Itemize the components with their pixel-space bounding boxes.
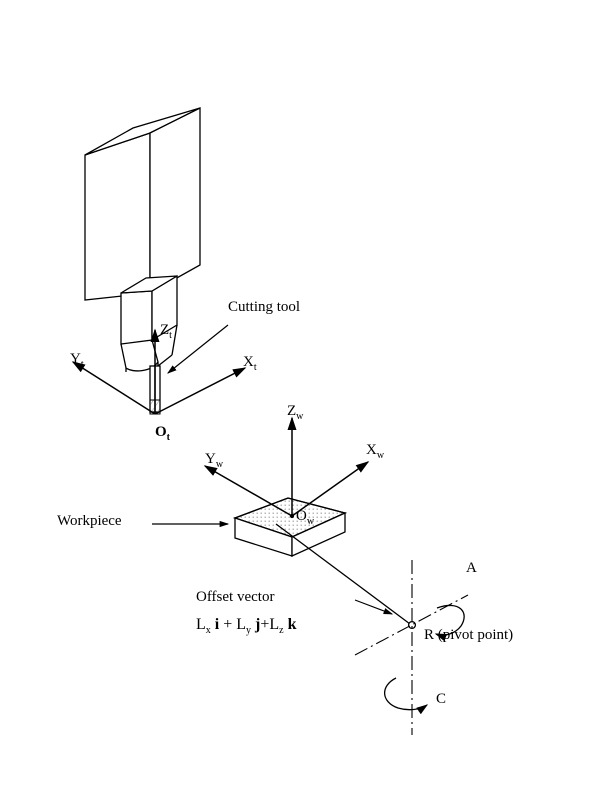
axis-label-xw: $X_w$	[366, 442, 385, 461]
pivot-point-label: R (pivot point)	[424, 627, 514, 643]
axis-label-zw: $Z_w$	[287, 403, 304, 422]
workpiece-origin-label: $O_w$	[296, 508, 315, 527]
workpiece-label: Workpiece	[57, 513, 122, 529]
axis-label-xt: $X_t$	[243, 354, 257, 373]
workpiece-origin-marker	[290, 514, 293, 517]
rotary-axis-a-label: A	[466, 560, 477, 576]
cutting-tool-label: Cutting tool	[228, 299, 301, 315]
offset-vector-expression: $L_x$ $i + L_y$ $j+L_z$ k	[196, 616, 297, 637]
axis-label-yw: $Y_w$	[205, 451, 224, 470]
offset-vector-line	[276, 524, 410, 624]
workpiece-block	[235, 498, 345, 556]
spindle-head-body	[85, 108, 200, 300]
tool-origin-label: $O_t$	[155, 424, 171, 443]
axis-label-zt: $Z_t$	[160, 322, 172, 341]
c-rotation-arrow	[385, 678, 427, 710]
rotary-axis-c-label: C	[436, 691, 447, 707]
axis-label-yt: $Y_t$	[70, 351, 84, 370]
cutting-tool-leader	[168, 325, 228, 373]
offset-vector-label: Offset vector	[196, 589, 275, 605]
